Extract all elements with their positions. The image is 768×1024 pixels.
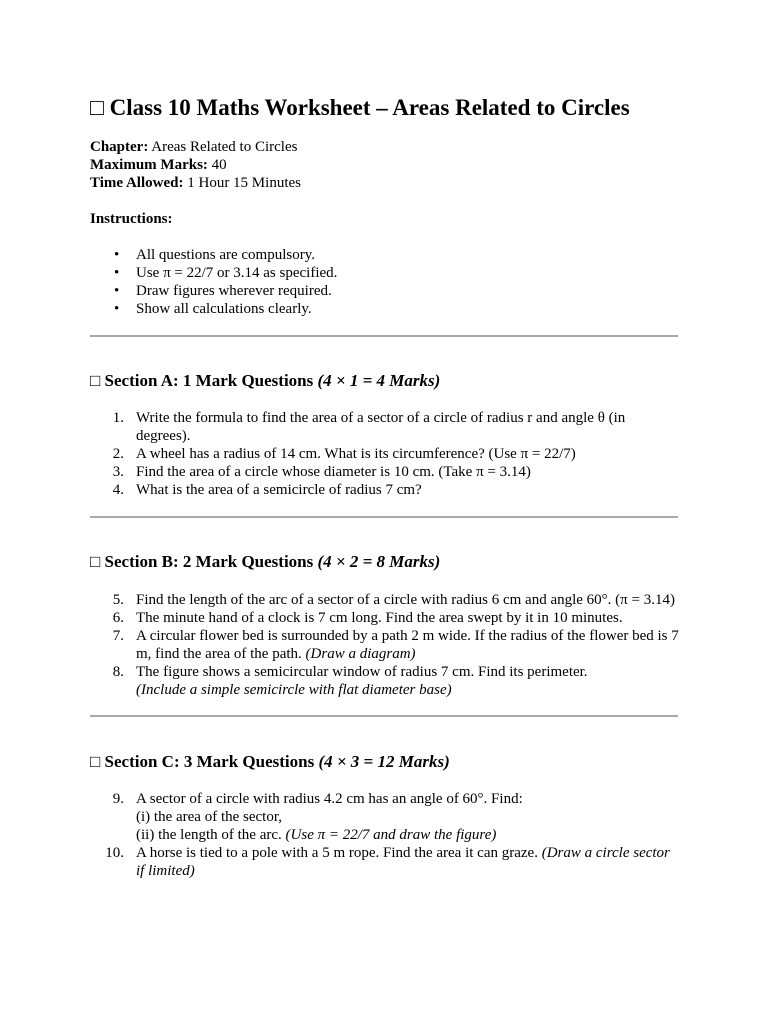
section-b-heading xyxy=(90,551,440,573)
divider xyxy=(90,715,678,717)
section-title: Section A: 1 Mark Questions xyxy=(104,371,314,390)
list-item: • All questions are compulsory. xyxy=(90,246,650,264)
question-note: (Use π = 22/7 and draw the figure) xyxy=(285,827,497,843)
question-number: 3. xyxy=(112,464,124,480)
title-text: Class 10 Maths Worksheet – Areas Related to Circles xyxy=(109,95,630,120)
section-icon: □ xyxy=(90,371,101,390)
list-item: • Show all calculations clearly. xyxy=(90,300,650,318)
question-item xyxy=(90,409,680,445)
question-text: A circular flower bed is surrounded by a path 2 m wide. If the radius of the flower bed is 7 m, find the area of the path. xyxy=(136,628,679,662)
section-marks: (4 × 3 = 12 Marks) xyxy=(318,752,450,771)
instructions-list xyxy=(90,246,650,318)
instructions-heading: Instructions: xyxy=(90,211,173,227)
question-text: Write the formula to find the area of a sector of a circle of radius r and angle θ (in degrees). xyxy=(136,410,626,444)
list-item: • Use π = 22/7 or 3.14 as specified. xyxy=(90,264,650,282)
divider xyxy=(90,516,678,518)
question-item xyxy=(90,790,680,844)
question-text: A sector of a circle with radius 4.2 cm has an angle of 60°. Find: xyxy=(136,791,523,807)
meta-value: 40 xyxy=(211,157,227,173)
section-title: Section B: 2 Mark Questions xyxy=(104,552,314,571)
question-text: Find the length of the arc of a sector of a circle with radius 6 cm and angle 60°. (π = 3.14) xyxy=(136,592,675,608)
title-icon: □ xyxy=(90,95,104,120)
meta-chapter xyxy=(90,138,301,156)
meta-max-marks xyxy=(90,156,301,174)
question-item xyxy=(90,663,680,699)
meta-time-allowed xyxy=(90,174,301,192)
question-number: 5. xyxy=(112,592,124,608)
question-text: The figure shows a semicircular window of radius 7 cm. Find its perimeter. xyxy=(136,664,588,680)
meta-label: Time Allowed: xyxy=(90,175,184,191)
question-number: 7. xyxy=(112,628,124,644)
question-note: (Draw a circle sector if limited) xyxy=(136,845,670,879)
section-icon: □ xyxy=(90,752,101,771)
question-text: What is the area of a semicircle of radius 7 cm? xyxy=(136,482,422,498)
question-subpart: (i) the area of the sector, xyxy=(136,809,282,825)
list-item: • Draw figures wherever required. xyxy=(90,282,650,300)
question-number: 2. xyxy=(112,446,124,462)
question-text: A horse is tied to a pole with a 5 m rope. Find the area it can graze. xyxy=(136,845,538,861)
meta-label: Chapter: xyxy=(90,139,149,155)
section-c-questions xyxy=(90,790,680,880)
question-item xyxy=(90,591,680,609)
section-title: Section C: 3 Mark Questions xyxy=(104,752,315,771)
question-number: 4. xyxy=(112,482,124,498)
question-item xyxy=(90,463,680,481)
section-a-heading xyxy=(90,370,440,392)
worksheet-meta xyxy=(90,138,301,192)
question-number: 8. xyxy=(112,664,124,680)
question-item xyxy=(90,445,680,463)
divider xyxy=(90,335,678,337)
meta-label: Maximum Marks: xyxy=(90,157,208,173)
question-item xyxy=(90,627,680,663)
question-note: (Include a simple semicircle with flat diameter base) xyxy=(136,682,452,698)
question-item xyxy=(90,609,680,627)
section-icon: □ xyxy=(90,552,101,571)
section-marks: (4 × 2 = 8 Marks) xyxy=(317,552,441,571)
question-number: 10. xyxy=(105,845,124,861)
question-text: A wheel has a radius of 14 cm. What is its circumference? (Use π = 22/7) xyxy=(136,446,576,462)
page-title xyxy=(90,94,630,122)
question-item xyxy=(90,844,680,880)
question-number: 9. xyxy=(112,791,124,807)
question-item xyxy=(90,481,680,499)
question-number: 1. xyxy=(112,410,124,426)
question-subpart: (ii) the length of the arc. xyxy=(136,827,282,843)
section-b-questions xyxy=(90,591,680,699)
section-a-questions xyxy=(90,409,680,499)
question-text: Find the area of a circle whose diameter is 10 cm. (Take π = 3.14) xyxy=(136,464,531,480)
question-text: The minute hand of a clock is 7 cm long. Find the area swept by it in 10 minutes. xyxy=(136,610,623,626)
section-marks: (4 × 1 = 4 Marks) xyxy=(317,371,441,390)
meta-value: Areas Related to Circles xyxy=(151,139,298,155)
question-number: 6. xyxy=(112,610,124,626)
meta-value: 1 Hour 15 Minutes xyxy=(187,175,301,191)
section-c-heading xyxy=(90,751,450,773)
question-note: (Draw a diagram) xyxy=(305,646,416,662)
